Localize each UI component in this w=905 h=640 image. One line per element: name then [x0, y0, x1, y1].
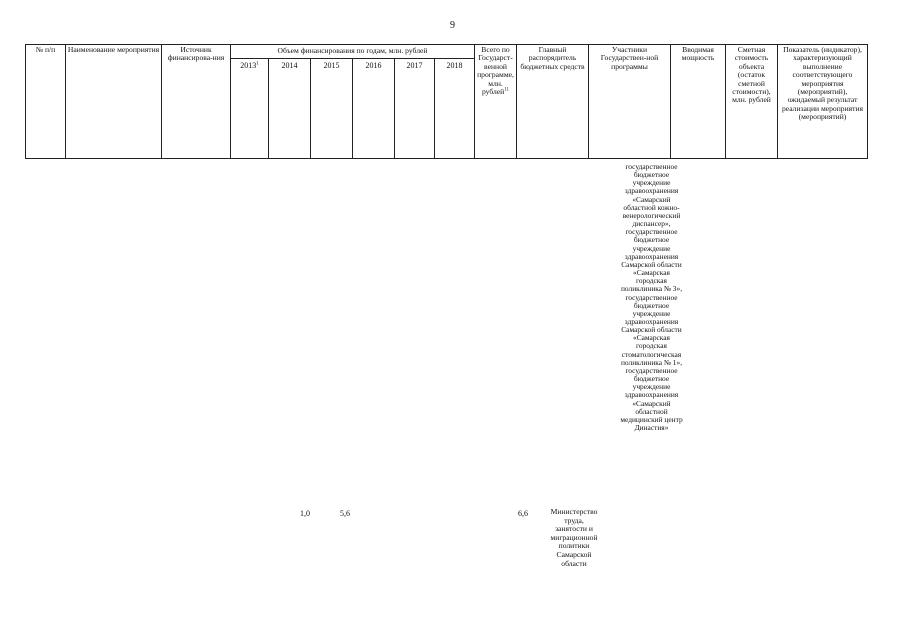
header-year-2017: 2017 [395, 59, 435, 159]
value-2015: 5,6 [340, 509, 350, 518]
header-col-funding: Объем финансирования по годам, млн. рублей [231, 45, 475, 59]
header-year-2016: 2016 [353, 59, 395, 159]
value-2014: 1,0 [300, 509, 310, 518]
page-number: 9 [450, 20, 455, 31]
header-col-total: Всего по Государст-венной программе, млн. рублей$^{11}$ [475, 45, 517, 159]
header-col-no: № п/п [26, 45, 66, 159]
header-year-2014: 2014 [269, 59, 311, 159]
table-header [25, 44, 868, 159]
header-col-cost: Сметная стоимость объекта (остаток сметной стоимости), млн. рублей [726, 45, 778, 159]
header-col-name: Наименование мероприятия [66, 45, 162, 159]
participants-continued-text: государственное бюджетное учреждение здравоохранения «Самарский областной кожно- венерологический диспансер», государственное бюджетное учреждение здравоохранения Самарской области «Самарская городская поликлиника № 3», государственное бюджетное учреждение здравоохранения Самарской области «Самарская городская стоматологическая поликлиника № 1», государственное бюджетное учреждение здравоохранения «Самарский областной медицинский центр Династия» [620, 162, 683, 432]
header-col-capacity: Вводимая мощность [671, 45, 726, 159]
header-year-2013: 2013$^1$ [231, 59, 269, 159]
header-col-source: Источник финансирова-ния [162, 45, 231, 159]
header-col-participants: Участники Государствен-ной программы [589, 45, 671, 159]
value-total: 6,6 [518, 509, 528, 518]
manager-text: Министерство труда, занятости и миграционной политики Самарской области [550, 507, 598, 568]
header-year-2018: 2018 [435, 59, 475, 159]
header-col-indicator: Показатель (индикатор), характеризующий выполнение соответствующего мероприятия (мероприятий), ожидаемый результат реализации мероприятия (мероприятий) [778, 45, 868, 159]
header-col-manager: Главный распорядитель бюджетных средств [517, 45, 589, 159]
header-year-2015: 2015 [311, 59, 353, 159]
